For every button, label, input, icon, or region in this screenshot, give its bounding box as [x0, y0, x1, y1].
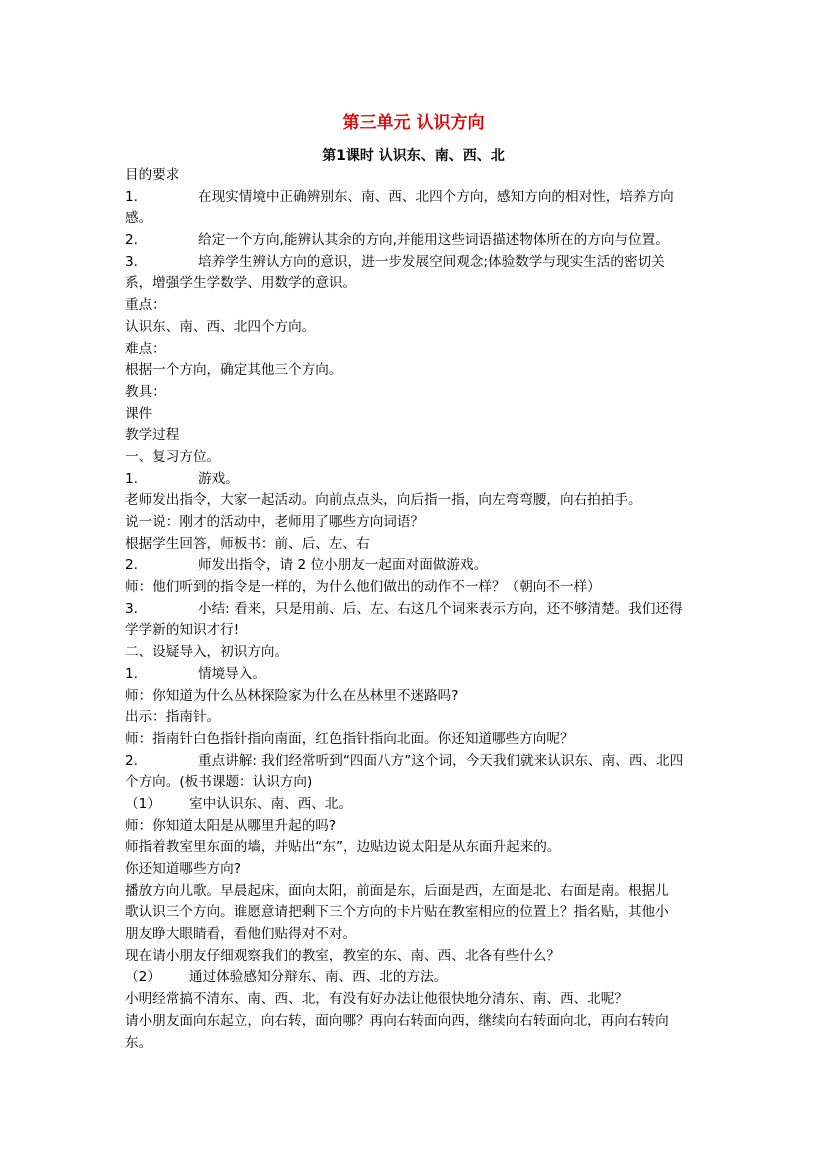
line-text: 室中认识东、南、西、北。 [189, 795, 353, 812]
unit-title: 第三单元 认识方向 [342, 113, 485, 133]
paragraph-line [125, 339, 710, 361]
line-text: 根据一个方向，确定其他三个方向。 [125, 362, 343, 379]
list-number: 1. [125, 665, 138, 682]
line-text: 小明经常搞不清东、南、西、北，有没有好办法让他很快地分清东、南、西、北呢？ [125, 991, 628, 1008]
line-text: 教具： [125, 383, 166, 400]
paragraph-line [125, 490, 710, 512]
line-text: 师：指南针白色指针指向南面，红色指针指向北面。你还知道哪些方向呢？ [125, 730, 574, 747]
line-text: 系，增强学生学数学、用数学的意识。 [125, 275, 357, 292]
list-number: 2. [125, 752, 138, 769]
line-text: 难点： [125, 340, 166, 357]
paragraph-line [125, 946, 710, 968]
list-number: （1） [125, 795, 161, 812]
line-text: 东。 [125, 1034, 153, 1051]
paragraph-line [125, 989, 710, 1011]
line-text: 个方向。(板书课题：认识方向) [125, 774, 313, 791]
list-number: 2. [125, 557, 138, 574]
line-text: 目的要求 [125, 167, 180, 183]
paragraph-line [125, 816, 710, 838]
line-text: 游戏。 [198, 470, 239, 487]
paragraph-line [125, 382, 710, 404]
document-body [125, 165, 710, 1054]
paragraph-line [125, 881, 710, 903]
paragraph-line [125, 794, 710, 816]
paragraph-line [125, 837, 710, 859]
paragraph-line [125, 707, 710, 729]
paragraph-line [125, 295, 710, 317]
paragraph-line [125, 686, 710, 708]
line-text: 师：你知道太阳是从哪里升起的吗? [125, 817, 337, 834]
line-text: 重点： [125, 297, 166, 314]
line-text: 出示：指南针。 [125, 709, 221, 726]
line-text: 师发出指令，请 2 位小朋友一起面对面做游戏。 [198, 557, 488, 574]
paragraph-line [125, 360, 710, 382]
line-text: 朋友睁大眼睛看，看他们贴得对不对。 [125, 926, 357, 943]
paragraph-line [125, 165, 710, 187]
paragraph-line [125, 772, 710, 794]
paragraph-line [125, 317, 710, 339]
paragraph-line [125, 642, 710, 664]
paragraph-line [125, 620, 710, 642]
line-text: 你还知道哪些方向? [125, 861, 241, 877]
line-text: 重点讲解: 我们经常听到“四面八方”这个词，今天我们就来认识东、南、西、北四 [198, 752, 684, 769]
paragraph-line [125, 230, 710, 252]
line-text: 二、设疑导入，初识方向。 [125, 644, 289, 661]
paragraph-line [125, 447, 710, 469]
line-text: 在现实情境中正确辨别东、南、西、北四个方向，感知方向的相对性，培养方向 [198, 188, 674, 205]
paragraph-line [125, 187, 710, 209]
paragraph-line [125, 577, 710, 599]
line-text: 情境导入。 [198, 665, 266, 682]
list-number: 3. [125, 600, 138, 617]
paragraph-line [125, 425, 710, 447]
paragraph-line [125, 1011, 710, 1033]
paragraph-line [125, 1033, 710, 1055]
line-text: 说一说：刚才的活动中，老师用了哪些方向词语？ [125, 514, 425, 530]
line-text: 认识东、南、西、北四个方向。 [125, 318, 316, 335]
line-text: 播放方向儿歌。早晨起床，面向太阳，前面是东，后面是西，左面是北、右面是南。根据儿 [125, 882, 669, 899]
line-text: 小结: 看来，只是用前、后、左、右这几个词来表示方向，还不够清楚。我们还得 [198, 600, 683, 617]
line-text: 师：他们听到的指令是一样的，为什么他们做出的动作不一样？（朝向不一样） [125, 579, 601, 596]
line-text: 师指着教室里东面的墙，并贴出“东”，边贴边说太阳是从东面升起来的。 [125, 839, 561, 856]
paragraph-line [125, 967, 710, 989]
line-text: 学学新的知识才行! [125, 622, 240, 639]
line-text: 通过体验感知分辩东、南、西、北的方法。 [189, 969, 448, 986]
paragraph-line [125, 924, 710, 946]
paragraph-line [125, 599, 710, 621]
paragraph-line [125, 729, 710, 751]
lesson-subtitle: 第1课时 认识东、南、西、北 [322, 148, 505, 164]
line-text: 现在请小朋友仔细观察我们的教室，教室的东、南、西、北各有些什么？ [125, 947, 560, 964]
line-text: 感。 [125, 210, 153, 227]
paragraph-line [125, 751, 710, 773]
paragraph-line [125, 664, 710, 686]
paragraph-line [125, 273, 710, 295]
paragraph-line [125, 404, 710, 426]
list-number: 1. [125, 470, 138, 487]
line-text: 教学过程 [125, 427, 180, 444]
paragraph-line [125, 902, 710, 924]
line-text: 课件 [125, 405, 153, 422]
list-number: （2） [125, 969, 161, 986]
line-text: 老师发出指令，大家一起活动。向前点点头，向后指一指，向左弯弯腰，向右拍拍手。 [125, 492, 642, 509]
paragraph-line [125, 469, 710, 491]
paragraph-line [125, 534, 710, 556]
paragraph-line [125, 512, 710, 534]
line-text: 一、复习方位。 [125, 448, 221, 465]
line-text: 给定一个方向,能辨认其余的方向,并能用这些词语描述物体所在的方向与位置。 [198, 232, 669, 249]
list-number: 1. [125, 188, 138, 205]
list-number: 3. [125, 253, 138, 270]
line-text: 歌认识三个方向。谁愿意请把剩下三个方向的卡片贴在教室相应的位置上？指名贴，其他小 [125, 904, 669, 921]
paragraph-line [125, 555, 710, 577]
line-text: 培养学生辨认方向的意识，进一步发展空间观念;体验数学与现实生活的密切关 [198, 253, 665, 270]
paragraph-line [125, 859, 710, 881]
paragraph-line [125, 208, 710, 230]
line-text: 师：你知道为什么丛林探险家为什么在丛林里不迷路吗? [125, 687, 459, 704]
line-text: 根据学生回答，师板书：前、后、左、右 [125, 535, 370, 552]
list-number: 2. [125, 232, 138, 249]
paragraph-line [125, 252, 710, 274]
line-text: 请小朋友面向东起立，向右转，面向哪？再向右转面向西，继续向右转面向北，再向右转向 [125, 1012, 669, 1029]
